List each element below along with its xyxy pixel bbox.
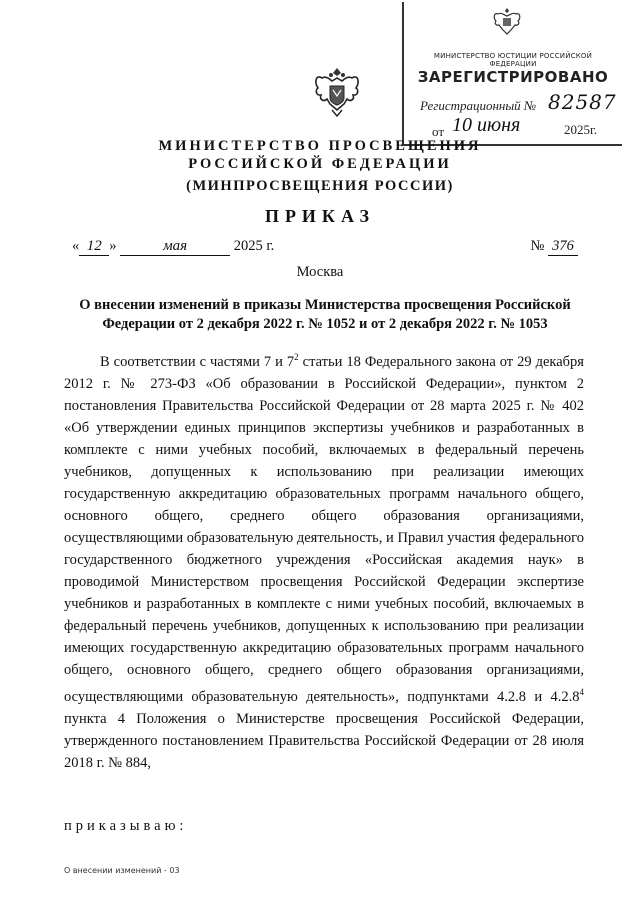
number-value: 376 [548, 238, 578, 256]
stamp-date-handwritten: 10 июня [452, 114, 521, 136]
body-sup1: 2 [294, 352, 299, 362]
date-year: 2025 г. [233, 238, 275, 254]
body-part3: пункта 4 Положения о Министерстве просвещения Российской Федерации, утвержденного постановлением Правительства Российской Федерации от 28 июля 2018 г. № 884, [64, 710, 584, 771]
stamp-date-prefix: от [432, 124, 445, 139]
date-month: мая [120, 238, 230, 256]
stamp-reg-number: 82587 [548, 90, 617, 114]
order-date [72, 238, 274, 256]
body-part2: статьи 18 Федерального закона от 29 декабря 2012 г. № 273-ФЗ «Об образовании в Российской Федерации», пунктом 2 постановления Правительства Российской Федерации от 28 марта 2025 г. № 402 «Об утверждении единых принципов экспертизы учебников и разработанных в комплекте с ними учебных пособий, включаемых в федеральный перечень учебников, допущенных к использованию при реализации имеющих государственную аккредитацию образовательных программ начального общего, основного общего, среднего общего образования организациями, осуществляющими образовательную деятельность, и Правил участия федерального государственного бюджетного учреждения «Российская академия наук» в проводимой Министерством просвещения Российской Федерации экспертизе учебников и разработанных в комплекте с ними учебных пособий, включаемых в федеральный перечень учебников, допущенных к использованию при реализации имеющих государственную аккредитацию образовательных программ начального общего, основного общего, среднего общего образования организациями, осуществляющими образовательную деятельность», подпунктами 4.2.8 и 4.2.8 [64, 353, 584, 705]
document-title: О внесении изменений в приказы Министерства просвещения Российской Федерации от 2 декабря 2022 г. № 1052 и от 2 декабря 2022 г. № 1053 [79, 297, 571, 332]
date-quote-close: » [109, 238, 117, 254]
city: Москва [296, 264, 344, 280]
number-label: № [530, 238, 545, 254]
footer-note: О внесении изменений - 03 [64, 866, 180, 875]
stamp-title: ЗАРЕГИСТРИРОВАНО [417, 68, 609, 86]
registration-stamp [402, 2, 622, 146]
order-word: приказываю: [64, 818, 188, 834]
body-sup2: 4 [579, 686, 584, 697]
stamp-year: 2025г. [564, 122, 598, 137]
body-part1: В соответствии с частями 7 и 7 [100, 353, 295, 370]
ministry-name-line2: РОССИЙСКОЙ ФЕДЕРАЦИИ [188, 156, 452, 172]
date-quote-open: « [72, 238, 80, 254]
date-day: 12 [79, 238, 109, 256]
ministry-name-line1: МИНИСТЕРСТВО ПРОСВЕЩЕНИЯ [158, 138, 482, 154]
document-type: ПРИКАЗ [264, 206, 376, 226]
stamp-coat-of-arms-icon [492, 6, 522, 38]
ministry-short-name: (МИНПРОСВЕЩЕНИЯ РОССИИ) [186, 178, 454, 194]
stamp-reg-label: Регистрационный № [420, 98, 537, 113]
body-paragraph [64, 346, 584, 774]
stamp-ministry-line: МИНИСТЕРСТВО ЮСТИЦИИ РОССИЙСКОЙ ФЕДЕРАЦИИ [433, 52, 593, 68]
order-number [531, 238, 578, 256]
coat-of-arms-icon [312, 64, 362, 120]
